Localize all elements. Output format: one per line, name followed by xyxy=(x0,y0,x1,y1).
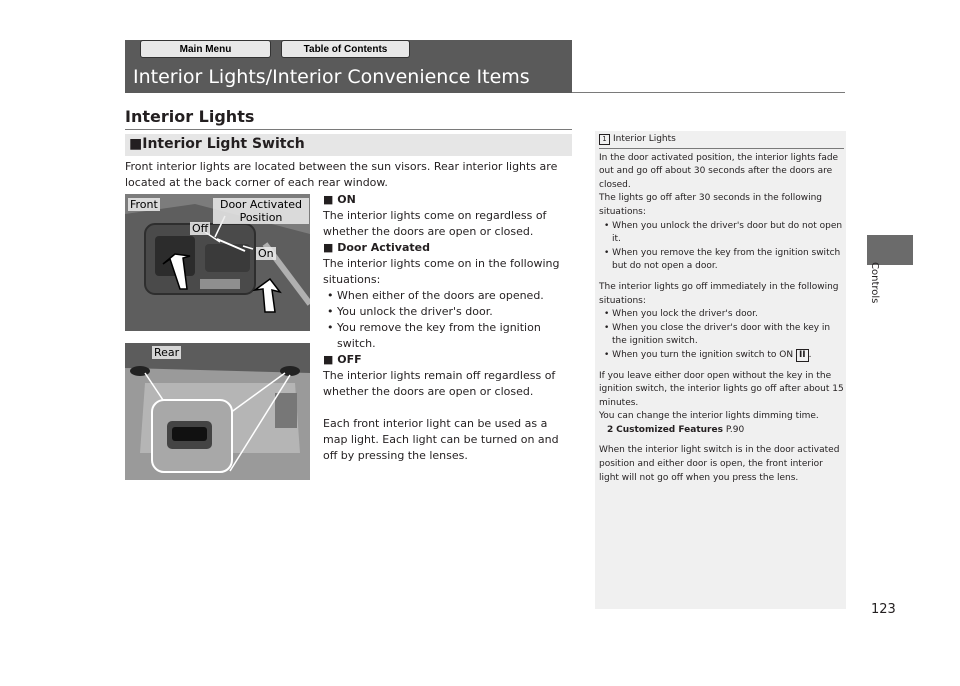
note-paragraph: When the interior light switch is in the door activated position and either door is open, the front interior light will not go off when you press the lens. xyxy=(599,445,840,483)
subsection-marker: ■ xyxy=(129,136,143,152)
mode-on-text: The interior lights come on regardless of whether the doors are open or closed. xyxy=(323,209,547,238)
note-icon: 1 xyxy=(599,134,610,145)
chapter-label: Controls xyxy=(869,262,880,304)
note-paragraph: You can change the interior lights dimming time. xyxy=(599,411,819,422)
note-paragraph: If you leave either door open without the key in the ignition switch, the interior lights go off after about 15 minutes. xyxy=(599,370,844,408)
customized-features-link[interactable]: 2 Customized Features P.90 xyxy=(607,424,745,435)
subsection-heading xyxy=(125,134,572,156)
note-paragraph: The lights go off after 30 seconds in the following situations: xyxy=(599,193,823,217)
note-content xyxy=(599,133,844,485)
list-item: • You remove the key from the ignition switch. xyxy=(327,321,541,350)
front-light-illustration xyxy=(125,194,310,331)
chapter-tab xyxy=(867,235,913,265)
note-panel xyxy=(595,131,846,609)
lens-paragraph: Each front interior light can be used as a map light. Each light can be turned on and off by pressing the lenses. xyxy=(323,417,559,462)
list-item: • When you lock the driver's door. xyxy=(604,309,758,320)
mode-descriptions xyxy=(323,192,573,464)
list-item: • When either of the doors are opened. xyxy=(327,289,544,302)
page-number: 123 xyxy=(871,602,896,617)
mode-door-activated-text: The interior lights come on in the following situations: xyxy=(323,257,560,286)
rear-light-drawing xyxy=(125,343,310,480)
mode-on-heading: ■ ON xyxy=(323,193,356,206)
mode-off-text: The interior lights remain off regardless of whether the doors are open or closed. xyxy=(323,369,556,398)
section-rule xyxy=(125,129,572,130)
note-paragraph: The interior lights go off immediately in the following situations: xyxy=(599,281,839,306)
note-heading: 1 Interior Lights xyxy=(599,133,844,149)
table-of-contents-button[interactable]: Table of Contents xyxy=(281,40,410,58)
on-label: On xyxy=(258,247,274,260)
front-label: Front xyxy=(130,198,158,211)
header-rule xyxy=(572,92,845,93)
note-paragraph: In the door activated position, the interior lights fade out and go off about 30 seconds after the doors are closed. xyxy=(599,152,839,190)
xref-arrow-icon: 2 xyxy=(607,424,614,435)
mode-door-activated-heading: ■ Door Activated xyxy=(323,241,430,254)
list-item: • When you unlock the driver's door but do not open it. xyxy=(604,220,843,245)
subsection-title: Interior Light Switch xyxy=(142,136,305,152)
intro-paragraph: Front interior lights are located between the sun visors. Rear interior lights are located at the back corner of each rear window. xyxy=(125,160,558,189)
section-title: Interior Lights xyxy=(125,107,255,126)
mode-off-heading: ■ OFF xyxy=(323,353,362,366)
list-item: • When you remove the key from the ignition switch but do not open a door. xyxy=(604,247,841,272)
list-item: • When you close the driver's door with the key in the ignition switch. xyxy=(604,322,831,347)
list-item: • When you turn the ignition switch to ON II . xyxy=(604,349,812,360)
rear-label: Rear xyxy=(154,346,180,359)
rear-light-illustration xyxy=(125,343,310,480)
list-item: • You unlock the driver's door. xyxy=(327,305,493,318)
off-label: Off xyxy=(192,222,209,235)
main-menu-button[interactable]: Main Menu xyxy=(140,40,271,58)
ignition-key-icon: II xyxy=(796,349,809,362)
page-title: Interior Lights/Interior Convenience Items xyxy=(133,66,530,88)
header-bar xyxy=(125,40,572,93)
door-activated-label: Door Activated Position xyxy=(213,198,309,224)
